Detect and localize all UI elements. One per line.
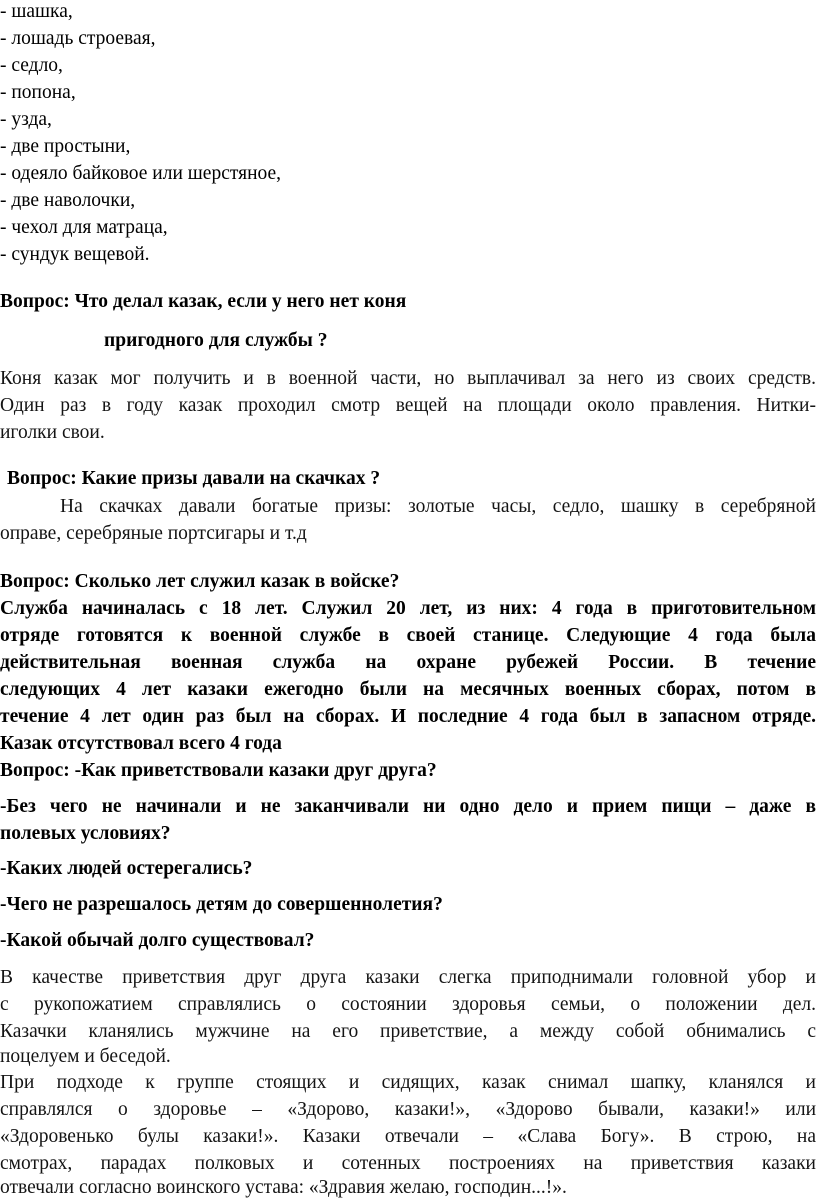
answer-line: отряде готовятся к военной службе в своей станице. Следующие 4 года была xyxy=(0,625,816,646)
list-item: - одеяло байковое или шерстяное, xyxy=(0,163,282,184)
question-heading: -Без чего не начинали и не заканчивали ни одно дело и прием пищи – даже в xyxy=(0,796,816,817)
answer-line: Один раз в году казак проходил смотр вещей на площади около правления. Нитки- xyxy=(0,395,816,416)
list-item: - сундук вещевой. xyxy=(0,244,150,265)
answer-line: смотрах, парадах полковых и сотенных построениях на приветствия казаки xyxy=(0,1153,816,1174)
list-item: - шашка, xyxy=(0,1,73,22)
answer-line: действительная военная служба на охране рубежей России. В течение xyxy=(0,652,816,673)
list-item: - попона, xyxy=(0,82,76,103)
answer-line: Коня казак мог получить и в военной части, но выплачивал за него из своих средств. xyxy=(0,368,816,389)
answer-line: справлялся о здоровье – «Здорово, казаки!», «Здорово бывали, казаки!» или xyxy=(0,1099,816,1120)
question-heading: Вопрос: -Как приветствовали казаки друг друга? xyxy=(0,760,437,781)
question-heading: -Чего не разрешалось детям до совершеннолетия? xyxy=(0,894,443,915)
question-heading: -Какой обычай долго существовал? xyxy=(0,930,315,951)
list-item: - узда, xyxy=(0,109,52,130)
list-item: - две простыни, xyxy=(0,136,131,157)
answer-line: «Здоровенько булы казаки!». Казаки отвечали – «Слава Богу». В строю, на xyxy=(0,1126,816,1147)
answer-line: Казачки кланялись мужчине на его приветствие, а между собой обнимались с xyxy=(0,1021,816,1042)
answer-line: В качестве приветствия друг друга казаки слегка приподнимали головной убор и xyxy=(0,967,816,988)
answer-line: следующих 4 лет казаки ежегодно были на месячных военных сборах, потом в xyxy=(0,679,816,700)
answer-line: с рукопожатием справлялись о состоянии здоровья семьи, о положении дел. xyxy=(0,994,816,1015)
question-heading: Вопрос: Сколько лет служил казак в войске? xyxy=(0,571,400,592)
answer-line: На скачках давали богатые призы: золотые часы, седло, шашку в серебряной xyxy=(60,496,816,517)
list-item: - седло, xyxy=(0,55,63,76)
answer-line: Казак отсутствовал всего 4 года xyxy=(0,733,282,754)
question-heading: -Каких людей остерегались? xyxy=(0,858,253,879)
list-item: - чехол для матраца, xyxy=(0,217,168,238)
answer-line: оправе, серебряные портсигары и т.д xyxy=(0,523,307,544)
question-heading: Вопрос: Какие призы давали на скачках ? xyxy=(7,468,381,489)
answer-line: Служба начиналась с 18 лет. Служил 20 лет, из них: 4 года в приготовительном xyxy=(0,598,816,619)
answer-line: При подходе к группе стоящих и сидящих, казак снимал шапку, кланялся и xyxy=(0,1072,816,1093)
question-heading-continuation: пригодного для службы ? xyxy=(104,330,328,351)
answer-line: поцелуем и беседой. xyxy=(0,1046,171,1067)
answer-line: иголки свои. xyxy=(0,422,105,443)
answer-line: отвечали согласно воинского устава: «Здравия желаю, господин...!». xyxy=(0,1177,567,1198)
question-heading: полевых условиях? xyxy=(0,823,171,844)
list-item: - лошадь строевая, xyxy=(0,28,156,49)
question-heading: Вопрос: Что делал казак, если у него нет коня xyxy=(0,291,407,312)
list-item: - две наволочки, xyxy=(0,190,136,211)
answer-line: течение 4 лет один раз был на сборах. И последние 4 года был в запасном отряде. xyxy=(0,706,816,727)
